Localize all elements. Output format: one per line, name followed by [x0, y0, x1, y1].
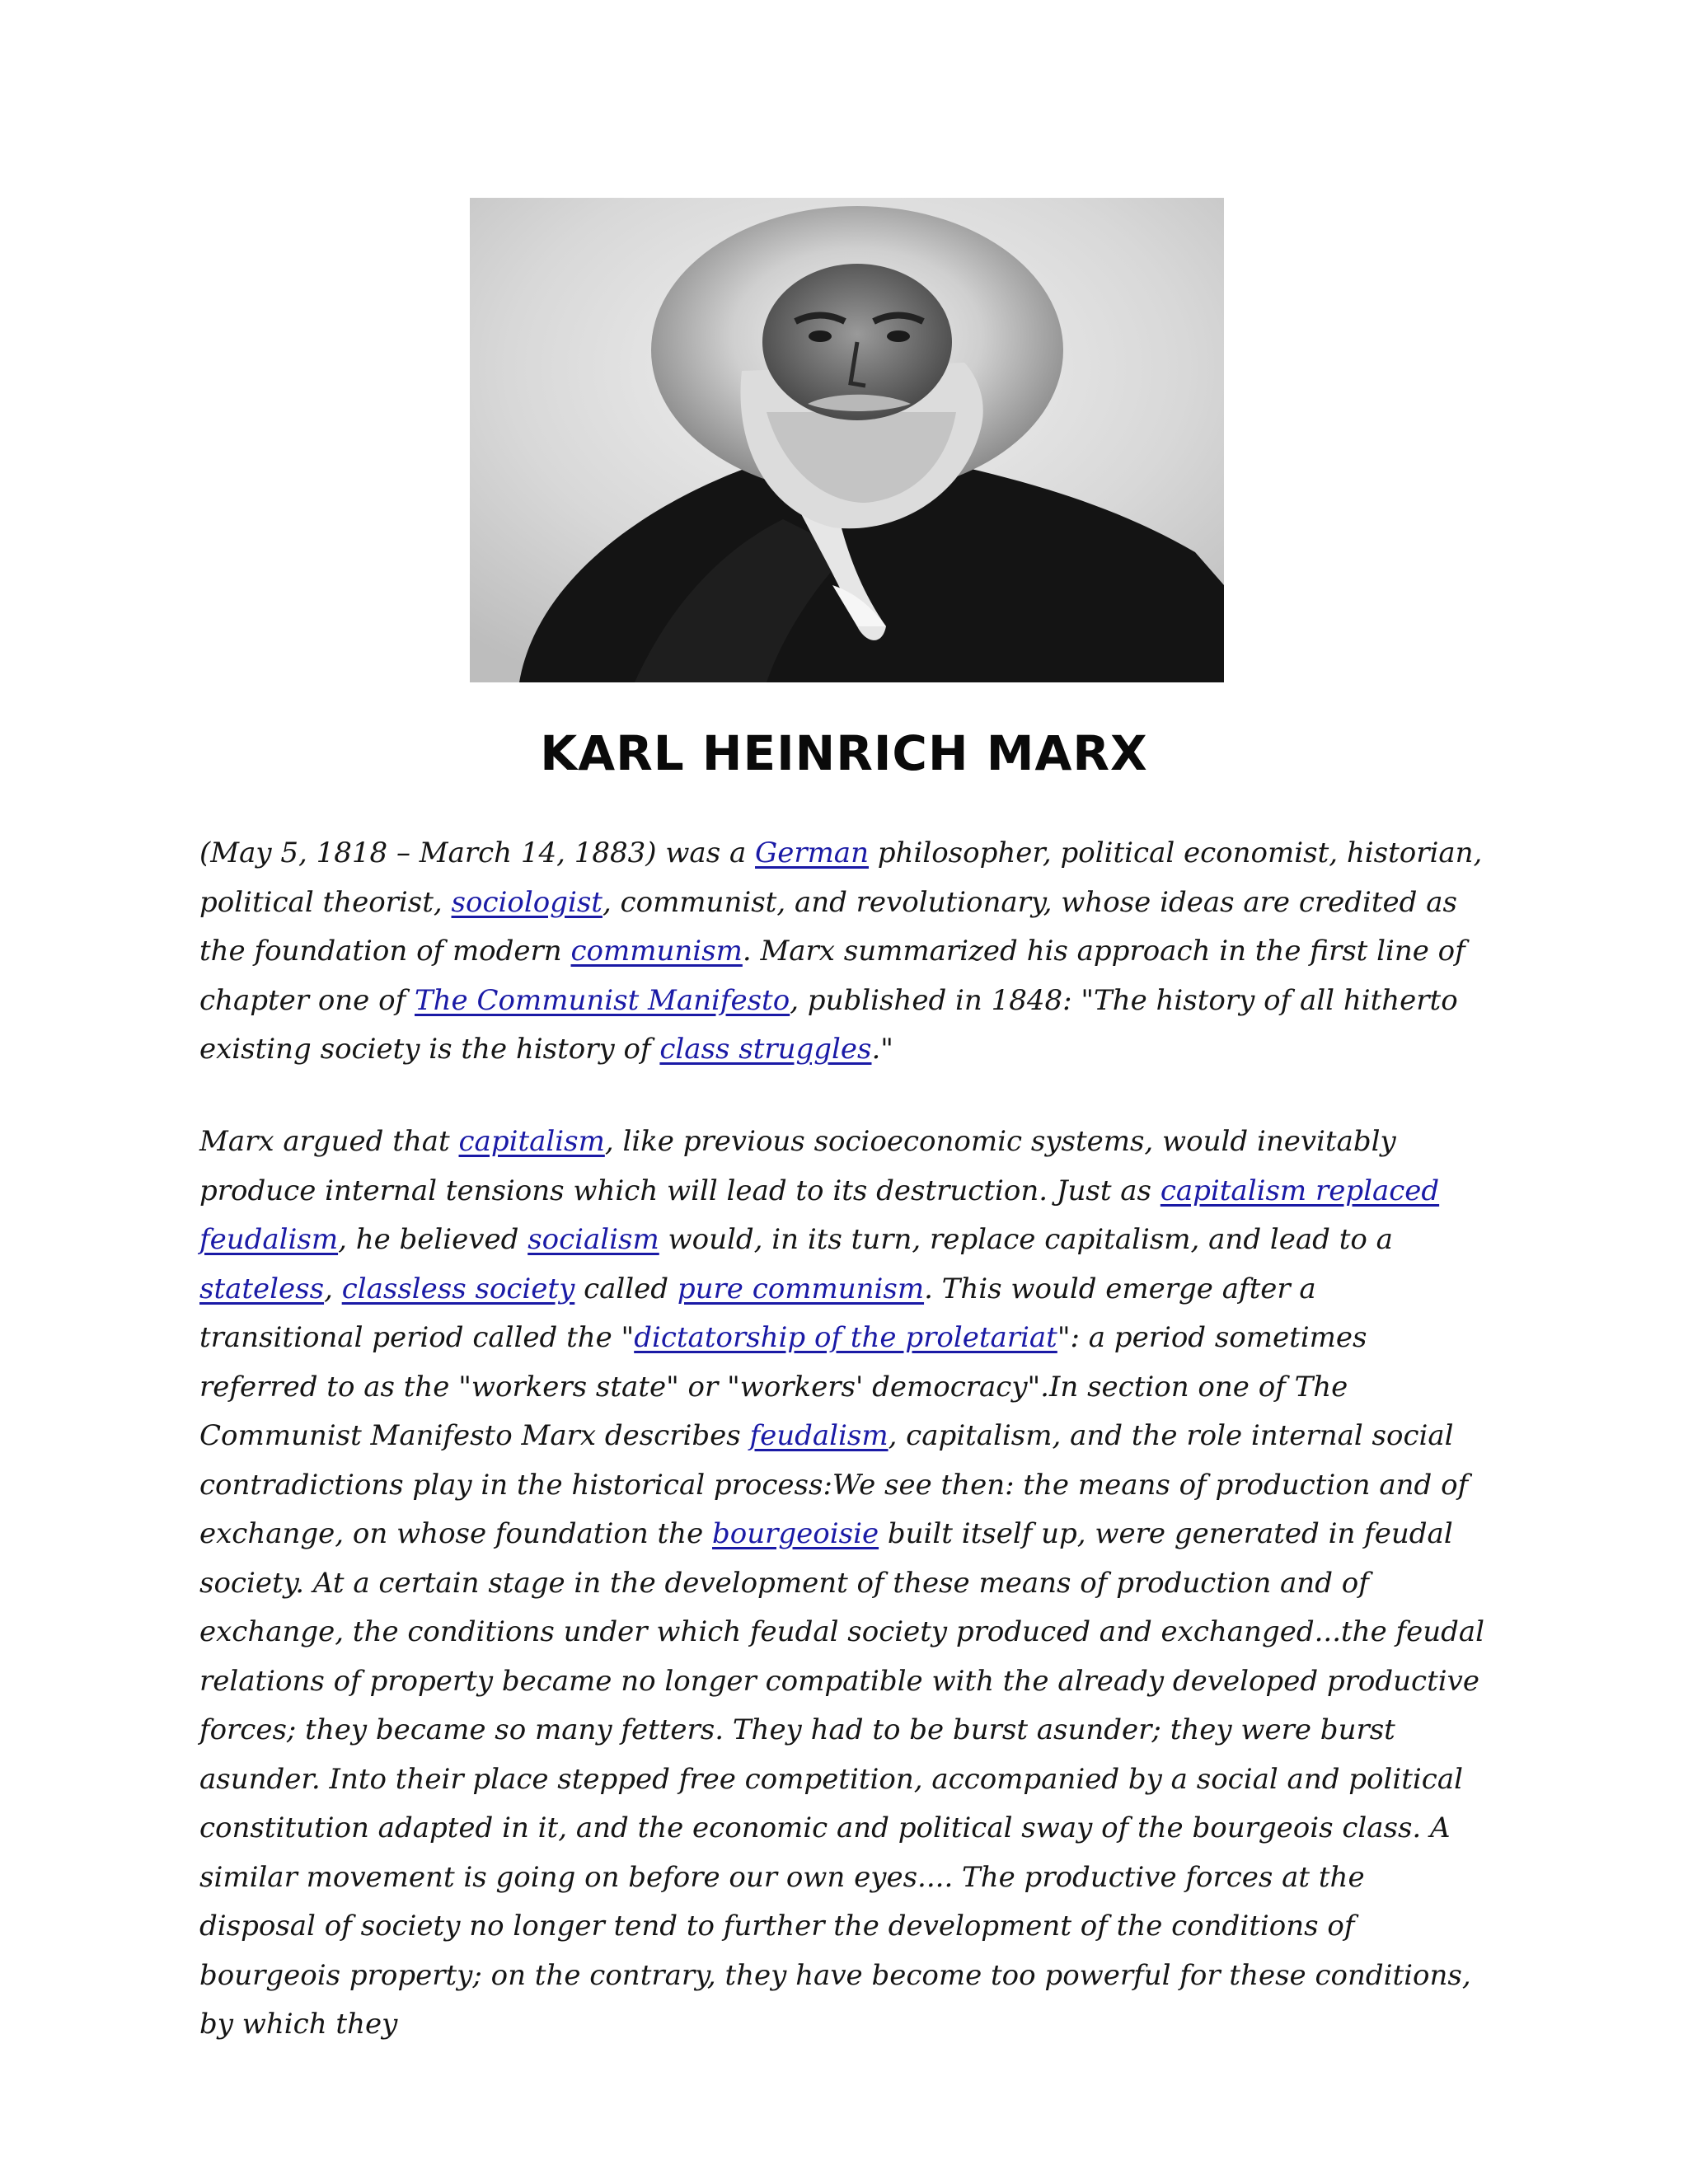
- link-classless-society[interactable]: classless society: [341, 1272, 575, 1305]
- link-stateless[interactable]: stateless: [199, 1272, 325, 1305]
- text-span: ": a period sometimes referred to as the "workers state" or "workers' democracy".In section one of: [199, 1321, 1367, 1404]
- text-span: , communist, and revolutionary, whose ideas are credited as the foundation of modern: [199, 885, 1457, 968]
- link-socialism[interactable]: socialism: [528, 1223, 659, 1256]
- link-class-struggles[interactable]: class struggles: [659, 1033, 872, 1066]
- link-feudalism[interactable]: feudalism: [749, 1419, 889, 1452]
- portrait-photo: [470, 198, 1224, 682]
- link-capitalism[interactable]: capitalism: [458, 1125, 605, 1158]
- paragraph-intro: [199, 829, 1485, 1075]
- text-span: (May 5, 1818 – March 14, 1883) was a: [199, 837, 756, 869]
- text-span: , published in 1848: "The history of all hitherto existing society is the history of: [199, 983, 1458, 1066]
- text-span: Marx describes: [512, 1419, 750, 1452]
- text-span: would, in its turn, replace capitalism, and lead to a: [659, 1223, 1393, 1256]
- link-sociologist[interactable]: sociologist: [451, 885, 603, 919]
- link-communism[interactable]: communism: [570, 935, 743, 968]
- text-span: , he believed: [338, 1223, 528, 1256]
- text-span: , capitalism, and the role internal social contradictions play in the historical process:We see then: the means of production and of exchange, on whose foundation the: [199, 1419, 1469, 1550]
- text-span: . Marx summarized his approach in the first line of chapter one of: [199, 935, 1465, 1017]
- text-span: .": [871, 1033, 893, 1066]
- document-title: KARL HEINRICH MARX: [540, 725, 1148, 781]
- text-span: called: [574, 1272, 678, 1305]
- text-span: philosopher, political economist, historian, political theorist,: [199, 837, 1483, 919]
- link-bourgeoisie[interactable]: bourgeoisie: [712, 1517, 879, 1550]
- link-capitalism-replaced-feudalism[interactable]: capitalism replaced feudalism: [199, 1174, 1440, 1256]
- link-german[interactable]: German: [755, 837, 869, 869]
- text-span: Marx argued that: [199, 1125, 459, 1158]
- text-span: ,: [324, 1272, 342, 1305]
- link-communist-manifesto[interactable]: The Communist Manifesto: [414, 983, 790, 1017]
- text-span: . This would emerge after a transitional period called the ": [199, 1272, 1316, 1354]
- portrait-image: [470, 198, 1224, 682]
- link-pure-communism[interactable]: pure communism: [677, 1272, 925, 1305]
- link-dictatorship-of-the-proletariat[interactable]: dictatorship of the proletariat: [634, 1321, 1057, 1354]
- text-span: , like previous socioeconomic systems, would inevitably produce internal tensions which will lead to its destruction. Just as: [199, 1125, 1396, 1207]
- book-title: The Communist Manifesto: [199, 1370, 1348, 1452]
- paragraph-theory: [199, 1118, 1485, 2050]
- text-span: built itself up, were generated in feudal society. At a certain stage in the development of these means of production and of exchange, the conditions under which feudal society produced and exchanged...the feudal relations of property became no longer compatible with the already developed productive forces; they became so many fetters. They had to be burst asunder; they were burst asunder. Into their place stepped free competition, accompanied by a social and political constitution adapted in it, and the economic and political sway of the bourgeois class. A similar movement is going on before our own eyes.... The productive forces at the disposal of society no longer tend to further the development of the conditions of bourgeois property; on the contrary, they have become too powerful for these conditions, by which they: [199, 1517, 1485, 2041]
